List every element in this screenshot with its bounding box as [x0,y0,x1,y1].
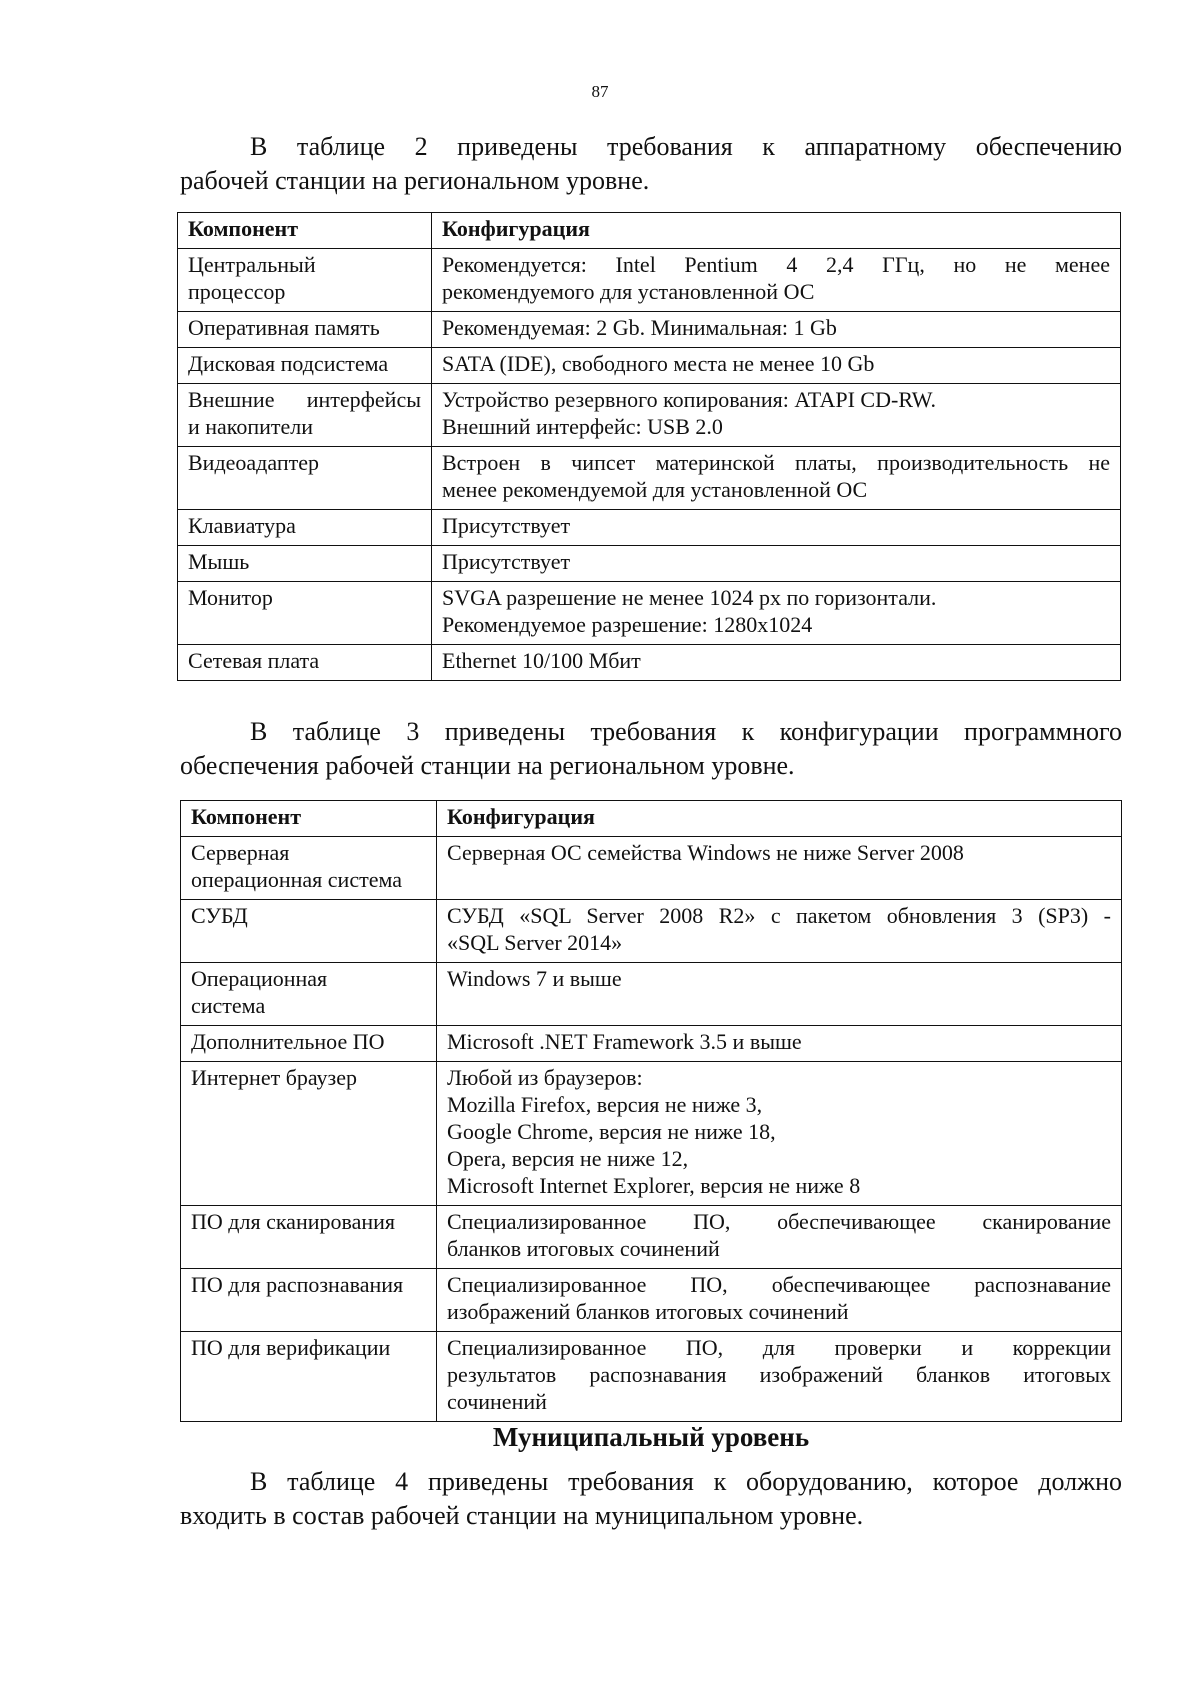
software-requirements-table [180,800,1122,1422]
paragraph-line: входить в состав рабочей станции на муниципальном уровне. [180,1501,864,1530]
component-line: Дисковая подсистема [188,351,389,376]
configuration-cell [437,1062,1122,1206]
page-number: 87 [591,82,609,101]
component-cell [181,963,437,1026]
component-cell [181,1206,437,1269]
configuration-line: Opera, версия не ниже 12, [447,1146,689,1171]
table-row [178,348,1121,384]
configuration-line: Специализированное ПО, для проверки и коррекции [447,1335,1111,1360]
component-line: Операционная [191,966,328,991]
component-cell [181,1026,437,1062]
component-line: Видеоадаптер [188,450,319,475]
configuration-line: Windows 7 и выше [447,966,622,991]
configuration-line: результатов распознавания изображений бланков итоговых [447,1362,1111,1387]
paragraph-line: рабочей станции на региональном уровне. [180,166,650,195]
component-cell [178,348,432,384]
header-configuration: Конфигурация [437,801,1122,837]
component-line: операционная система [191,867,402,892]
table-row [181,1062,1122,1206]
component-cell [181,1269,437,1332]
table-row [178,384,1121,447]
configuration-line: Серверная ОС семейства Windows не ниже Server 2008 [447,840,964,865]
component-line: Сетевая плата [188,648,320,673]
component-line: ПО для распознавания [191,1272,404,1297]
component-line: Монитор [188,585,273,610]
configuration-line: бланков итоговых сочинений [447,1236,720,1261]
configuration-cell [432,312,1121,348]
table-row [178,249,1121,312]
table-row [181,837,1122,900]
configuration-line: СУБД «SQL Server 2008 R2» с пакетом обновления 3 (SP3) - [447,903,1111,928]
configuration-line: Специализированное ПО, обеспечивающее сканирование [447,1209,1111,1234]
configuration-cell [437,1026,1122,1062]
configuration-line: Присутствует [442,549,571,574]
configuration-line: Ethernet 10/100 Мбит [442,648,641,673]
section-heading: Муниципальный уровень [492,1422,810,1452]
component-line: СУБД [191,903,248,928]
configuration-cell [432,348,1121,384]
table-row [181,963,1122,1026]
header-configuration: Конфигурация [432,213,1121,249]
component-line: и накопители [188,414,314,439]
configuration-cell [437,1332,1122,1422]
component-line: Мышь [188,549,250,574]
configuration-line: Microsoft Internet Explorer, версия не ниже 8 [447,1173,861,1198]
component-line: процессор [188,279,286,304]
configuration-cell [432,546,1121,582]
component-cell [181,1062,437,1206]
table-row [181,1269,1122,1332]
configuration-cell [432,447,1121,510]
component-cell [181,1332,437,1422]
paragraph-table3-intro [180,715,1122,783]
paragraph-line: В таблице 4 приведены требования к оборудованию, которое должно [250,1467,1122,1496]
configuration-line: сочинений [447,1389,547,1414]
configuration-line: менее рекомендуемой для установленной ОС [442,477,868,502]
configuration-line: Microsoft .NET Framework 3.5 и выше [447,1029,802,1054]
paragraph-line: В таблице 3 приведены требования к конфигурации программного [250,717,1122,746]
component-cell [178,546,432,582]
header-component: Компонент [181,801,437,837]
component-line: Клавиатура [188,513,296,538]
component-line: Оперативная память [188,315,380,340]
configuration-cell [437,963,1122,1026]
configuration-cell [437,900,1122,963]
component-line: ПО для верификации [191,1335,391,1360]
component-cell [178,447,432,510]
paragraph-table4-intro [180,1465,1122,1533]
configuration-cell [432,645,1121,681]
configuration-line: Встроен в чипсет материнской платы, производительность не [442,450,1110,475]
table-header-row [178,213,1121,249]
configuration-line: Рекомендуется: Intel Pentium 4 2,4 ГГц, но не менее [442,252,1110,277]
configuration-cell [437,1269,1122,1332]
component-cell [178,249,432,312]
header-component: Компонент [178,213,432,249]
component-cell [178,384,432,447]
component-cell [181,837,437,900]
configuration-cell [437,1206,1122,1269]
configuration-line: «SQL Server 2014» [447,930,623,955]
configuration-line: изображений бланков итоговых сочинений [447,1299,849,1324]
configuration-line: рекомендуемого для установленной ОС [442,279,815,304]
paragraph-table2-intro [180,130,1122,198]
configuration-cell [432,510,1121,546]
table-row [181,1206,1122,1269]
configuration-cell [432,384,1121,447]
configuration-line: Внешний интерфейс: USB 2.0 [442,414,723,439]
configuration-line: SVGA разрешение не менее 1024 px по горизонтали. [442,585,937,610]
component-line: Интернет браузер [191,1065,357,1090]
configuration-line: Присутствует [442,513,571,538]
component-cell [178,312,432,348]
component-line: Серверная [191,840,290,865]
table-row [181,1332,1122,1422]
table-row [178,312,1121,348]
configuration-line: Google Chrome, версия не ниже 18, [447,1119,776,1144]
component-line: ПО для сканирования [191,1209,396,1234]
configuration-cell [432,249,1121,312]
component-cell [178,582,432,645]
component-cell [178,645,432,681]
configuration-line: Любой из браузеров: [447,1065,643,1090]
configuration-cell [432,582,1121,645]
configuration-line: SATA (IDE), свободного места не менее 10 Gb [442,351,875,376]
table-row [181,900,1122,963]
table-row [178,510,1121,546]
table-row [178,447,1121,510]
configuration-line: Mozilla Firefox, версия не ниже 3, [447,1092,763,1117]
component-line: Центральный [188,252,316,277]
table-row [178,645,1121,681]
table-row [181,1026,1122,1062]
table-row [178,546,1121,582]
configuration-cell [437,837,1122,900]
paragraph-line: обеспечения рабочей станции на региональном уровне. [180,751,795,780]
component-cell [178,510,432,546]
configuration-line: Рекомендуемая: 2 Gb. Минимальная: 1 Gb [442,315,837,340]
configuration-line: Специализированное ПО, обеспечивающее распознавание [447,1272,1111,1297]
component-cell [181,900,437,963]
component-line: Внешние интерфейсы [188,387,421,412]
hardware-requirements-table [177,212,1121,681]
table-row [178,582,1121,645]
paragraph-line: В таблице 2 приведены требования к аппаратному обеспечению [250,132,1122,161]
component-line: система [191,993,266,1018]
configuration-line: Устройство резервного копирования: ATAPI CD-RW. [442,387,937,412]
configuration-line: Рекомендуемое разрешение: 1280x1024 [442,612,813,637]
table-header-row [181,801,1122,837]
component-line: Дополнительное ПО [191,1029,385,1054]
